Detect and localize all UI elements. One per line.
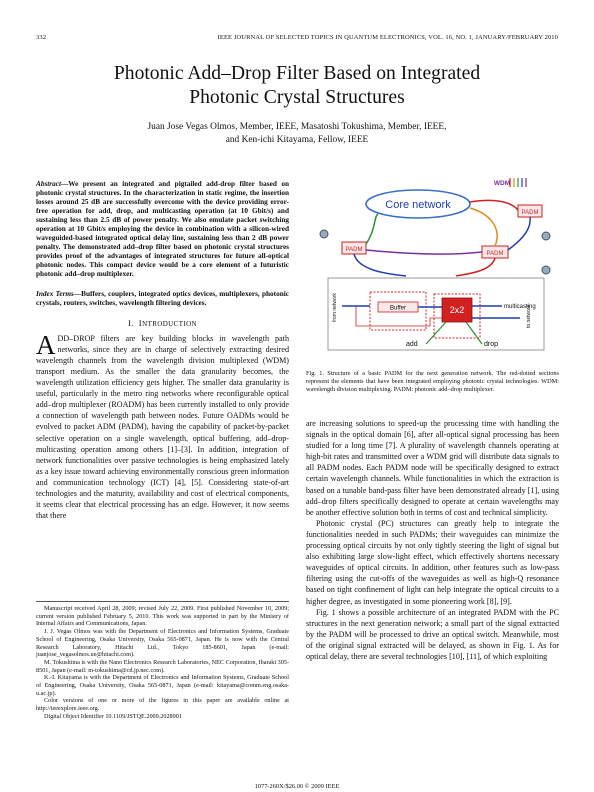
figure-1-padm-diagram xyxy=(306,174,559,364)
authors-line-2: and Ken-ichi Kitayama, Fellow, IEEE xyxy=(225,134,369,145)
section-title-first: I xyxy=(138,317,143,328)
padm-bottom-label: PADM xyxy=(486,251,504,257)
router-icon xyxy=(542,232,550,240)
add-label: add xyxy=(406,341,418,348)
section-heading-introduction xyxy=(36,318,289,330)
right-paragraph-2: Photonic crystal (PC) structures can greatly help to integrate the functionalities needed in such PADMs; their waveguides can minimize the processing optical circuits by not only tightly steering the light of signal but also exhibiting large slow-light effect, which effectively shortens necessary waveguides of optical circuits. In addition, other features such as low-pass filtering using the cut-offs of the waveguides as well as high-Q resonance based on tight confinement of light can help integrate the optical circuits to a higher degree, as investigated in some pioneering work [8], [9]. xyxy=(306,518,559,606)
to-network-label: to network xyxy=(526,304,532,328)
footnote-manuscript: Manuscript received April 28, 2009; revised July 22, 2009. First published November 10, 2009; current version published February 5, 2010. This work was supported in part by the Ministry of Internal Affairs and Communications, Japan. xyxy=(36,605,289,628)
section-numeral: I. xyxy=(127,317,134,328)
right-column xyxy=(306,418,559,662)
switch-2x2-label: 2x2 xyxy=(449,305,465,315)
index-terms xyxy=(36,290,289,308)
section-title-rest: NTRODUCTION xyxy=(142,319,198,328)
wdm-spectrum xyxy=(510,178,526,187)
drop-label: drop xyxy=(484,341,499,348)
footnote-author-3: K.-I. Kitayama is with the Department of Electronics and Information Systems, Graduate School of Engineering, Osaka University, Osaka 565-0871, Japan (e-mail: kitayama@comm.eng.osaka-u.ac.jp). xyxy=(36,674,289,697)
copyright-code: 1077-260X/$26.00 © 2009 IEEE xyxy=(254,783,340,790)
padm-right-label: PADM xyxy=(521,210,539,216)
footnotes xyxy=(36,601,289,721)
wdm-label: WDM xyxy=(493,180,511,187)
padm-detail xyxy=(328,278,544,350)
padm-detail-frame xyxy=(328,278,544,350)
footnote-doi: Digital Object Identifier 10.1109/JSTQE.2009.2028901 xyxy=(44,712,182,720)
abstract xyxy=(36,180,289,280)
author-list xyxy=(60,121,534,146)
intro-text: DD–DROP filters are key building blocks in wavelength path networks, since they are in charge of selectively extracting desired wavelength channels from the wavelength division multiplexed (WDM) transport medium. As the smaller the data granularity becomes, the wavelength utilization efficiency gets higher. The smaller data granularity is useful, particularly in the metro ring networks where reconfigurable optical add–drop multiplexer (ROADM) has been currently installed to only provide a connection of wavelength path between nodes. Future OADMs would be evolved to packet ADM (PADM), having the capability of packet-by-packet selective operation on a single wavelength, optical buffering, add–drop-multicasting operation among others [1]–[3]. In addition, integration of network functionalities over passive technologies is being emphasized lately as a key issue toward achieving environmentally conscious green information and communication technology (ICT) [4], [5]. Considering state-of-art technologies and the maturity, availability and cost of electrical components, it seems clear that electrical processing has an edge. However, it now seems that there xyxy=(36,333,289,521)
multicasting-label: multicasting xyxy=(504,304,536,310)
title-line-2: Photonic Crystal Structures xyxy=(189,87,405,108)
authors-line-1: Juan Jose Vegas Olmos, Member, IEEE, Masatoshi Tokushima, Member, IEEE, xyxy=(147,122,447,132)
right-paragraph-1: are increasing solutions to speed-up the processing time with handling the signals in the optical domain [6], after all-optical signal processing has been studied for a long time [7]. A plurality of wavelength channels operating at high-bit rates and transmitted over a WDM grid will distribute data signals to all PADM nodes. Each PADM node will be specifically designed to extract certain wavelength channels. While functionalities in which the extraction is based on a tunable band-pass filter have been demonstrated already [1], using add–drop filters specifically designed to operate at certain wavelengths may be another effective solution both in terms of cost and technical simplicity. xyxy=(306,419,559,517)
index-terms-lead: Index Terms xyxy=(36,289,74,298)
journal-header: IEEE JOURNAL OF SELECTED TOPICS IN QUANTUM ELECTRONICS, VOL. 16, NO. 1, JANUARY/FEBRUARY 2010 xyxy=(217,34,558,41)
right-paragraph-3: Fig. 1 shows a possible architecture of an integrated PADM with the PC structures in the next generation network; a small part of the signal extracted by the PADM will be processed to drive an optical switch. Meanwhile, most of the original signal extracted will be delayed, as shown in Fig. 1. As for optical delay, there are several technologies [10], [11], of which exploiting xyxy=(306,607,559,661)
left-column xyxy=(36,180,289,521)
core-network-label: Core network xyxy=(385,199,451,211)
router-icon xyxy=(320,230,328,238)
abstract-text: —We present an integrated and pigtailed add-drop filter based on photonic crystal structures. In the characterization in static regime, the insertion losses around 25 dB are successfully overcome with the device providing error-free operation for add, drop, and multicasting operation (at 10 Gbit/s) and sustaining less than 2.5 dB of power penalty. We also emulate packet switching operation at 10 Gbit/s employing the device in combination with a silicon-wired waveguided-based integrated optical delay line, sustaining less than 2 dB power penalty. The demonstrated add–drop filter based on photonic crystal structures provides proof of the advantages of integrated structures for future all-optical photonic nodes. This compact device would be a core element of a futuristic photonic add–drop multiplexer. xyxy=(36,180,289,279)
footnote-color: Color versions of one or more of the figures in this paper are available online at http://ieeexplore.ieee.org. xyxy=(36,697,289,713)
drop-cap: A xyxy=(36,329,56,360)
intro-paragraph xyxy=(36,329,289,522)
padm-left-label: PADM xyxy=(345,247,363,253)
abstract-lead: Abstract xyxy=(36,180,61,188)
page-number: 332 xyxy=(36,34,47,41)
router-icon xyxy=(542,266,550,274)
from-network-label: from network xyxy=(332,293,338,322)
footnote-author-1: J. J. Vegas Olmos was with the Department of Electronics and Information Systems, Graduate School of Engineering, Osaka University, Osaka 565-0871, Japan. He is now with the Central Research Laboratory, Hitachi Ltd., Tokyo 185-8601, Japan (e-mail: juanjose_vegasolmos.ue@hitachi.com). xyxy=(36,628,289,659)
title-line-1: Photonic Add–Drop Filter Based on Integrated xyxy=(113,63,481,84)
footnote-author-2: M. Tokushima is with the Nano Electronics Research Laboratories, NEC Corporation, Ibaraki 305-8501, Japan (e-mail: m-tokushima@cd.jp.nec.com). xyxy=(36,658,290,674)
buffer-label: Buffer xyxy=(390,305,406,312)
network-illustration xyxy=(320,178,550,276)
paper-title xyxy=(40,62,554,110)
figure-1-caption: Fig. 1. Structure of a basic PADM for the next generation network. The red-dotted sections represent the elements that have been integrated employing photonic crystal technologies. WDM: wavelength division multiplexing. PADM: photonic add–drop multiplexer. xyxy=(306,370,559,393)
index-terms-text: —Buffers, couplers, integrated optics devices, multiplexers, photonic crystals, routers, switches, wavelength filtering devices. xyxy=(36,289,289,307)
